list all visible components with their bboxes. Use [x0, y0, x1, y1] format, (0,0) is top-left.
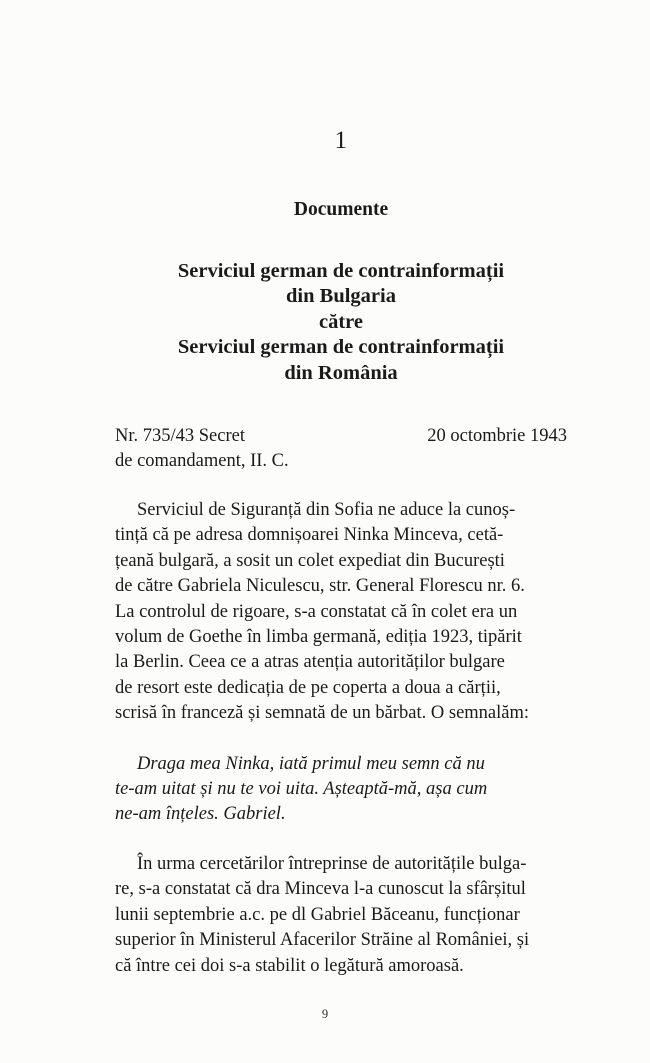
meta-row-reference-date: [115, 424, 567, 449]
paragraph-line-text: Serviciul de Siguranță din Sofia ne aduce la cunoș-: [137, 500, 516, 520]
document-title-line: din Bulgaria: [286, 285, 396, 307]
paragraph-line: re, s-a constatat că dra Minceva l-a cunoscut la sfârșitul: [115, 879, 526, 900]
paragraph-line: te-am uitat și nu te voi uita. Așteaptă-mă, așa cum: [115, 779, 488, 800]
text-block: [115, 0, 567, 979]
document-title-line: Serviciul german de contrainformații: [177, 259, 505, 282]
document-title-line: către: [318, 310, 363, 333]
paragraph-line: tință că pe adresa domnișoarei Ninka Minceva, cetă-: [115, 525, 504, 546]
paragraph-line: de resort este dedicația de pe coperta a doua a cărții,: [115, 677, 501, 698]
paragraph-line: la Berlin. Ceea ce a atras atenția autorităților bulgare: [115, 652, 505, 673]
paragraph-line-text: Draga mea Ninka, iată primul meu semn că nu: [137, 753, 485, 774]
paragraph-line: superior în Ministerul Afacerilor Străine al României, și: [115, 930, 530, 951]
paragraph-line: [115, 498, 567, 523]
chapter-number: 1: [334, 127, 348, 154]
paragraph-line: țeană bulgară, a sosit un colet expediat din București: [115, 550, 505, 571]
paragraph-line: scrisă în franceză și semnată de un bărbat. O semnalăm:: [115, 703, 530, 724]
document-meta: [115, 424, 567, 474]
document-title-line: din România: [284, 361, 398, 384]
paragraph-line: de către Gabriela Niculescu, str. General Florescu nr. 6.: [115, 576, 525, 597]
page-number: 9: [321, 1007, 329, 1021]
paragraph-line: ne-am înțeles. Gabriel.: [115, 804, 286, 825]
document-command-line: de comandament, II. C.: [115, 451, 289, 471]
paragraph-line: volum de Goethe în limba germană, ediția 1923, tipărit: [115, 627, 522, 648]
paragraph-line: lunii septembrie a.c. pe dl Gabriel Băceanu, funcționar: [115, 904, 520, 925]
document-date: 20 octombrie 1943: [427, 426, 567, 446]
section-heading: Documente: [293, 199, 389, 220]
quoted-letter-paragraph: [115, 752, 567, 828]
document-reference-number: Nr. 735/43 Secret: [115, 426, 245, 446]
paragraph-line: că între cei doi s-a stabilit o legătură amoroasă.: [115, 955, 464, 976]
paragraph-line: La controlul de rigoare, s-a constatat că în colet era un: [115, 601, 518, 622]
document-title: [115, 259, 567, 387]
paragraph-line: [115, 752, 567, 777]
body-paragraph-2: [115, 852, 567, 979]
body-paragraph-1: [115, 498, 567, 727]
document-title-line: Serviciul german de contrainformații: [177, 336, 505, 358]
paragraph-line: [115, 852, 567, 877]
paragraph-line-text: În urma cercetărilor întreprinse de autoritățile bulga-: [137, 853, 527, 874]
